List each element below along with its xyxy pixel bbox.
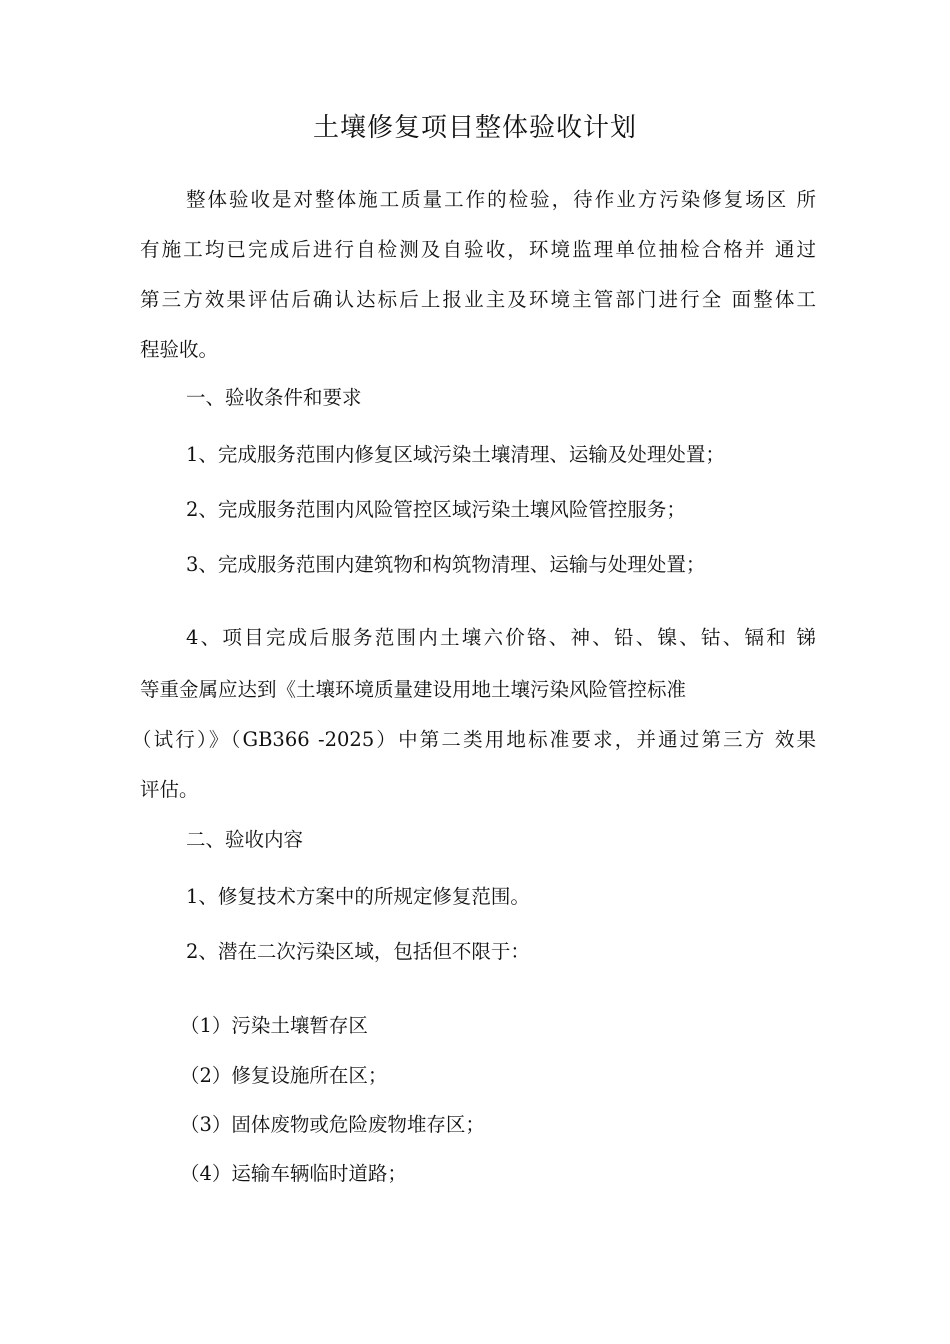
- section-2-heading: 二、验收内容: [186, 828, 304, 851]
- section-1-heading: 一、验收条件和要求: [186, 386, 362, 409]
- section-2-subitem-1: （1）污染土壤暂存区: [180, 1014, 368, 1037]
- section-1-item-4-line-1: 4、项目完成后服务范围内土壤六价铬、神、铅、镍、钴、镉和 锑: [186, 626, 816, 649]
- intro-line-3: 第三方效果评估后确认达标后上报业主及环境主管部门进行全 面整体工: [140, 288, 816, 311]
- intro-line-2: 有施工均已完成后进行自检测及自验收，环境监理单位抽检合格并 通过: [140, 238, 816, 261]
- intro-line-4: 程验收。: [140, 338, 219, 361]
- intro-line-1: 整体验收是对整体施工质量工作的检验，待作业方污染修复场区 所: [186, 188, 816, 211]
- section-2-subitem-3: （3）固体废物或危险废物堆存区；: [180, 1113, 485, 1136]
- section-1-item-4-line-3: （试行）》（GB366 -2025）中第二类用地标准要求，并通过第三方 效果: [132, 728, 816, 751]
- section-2-subitem-2: （2）修复设施所在区；: [180, 1064, 388, 1087]
- section-1-item-4-line-2: 等重金属应达到《土壤环境质量建设用地土壤污染风险管控标准: [140, 678, 687, 701]
- section-1-item-1: 1、完成服务范围内修复区域污染土壤清理、运输及处理处置；: [186, 443, 725, 466]
- section-2-item-1: 1、修复技术方案中的所规定修复范围。: [186, 885, 530, 908]
- section-2-item-2: 2、潜在二次污染区域，包括但不限于：: [186, 940, 530, 963]
- section-2-subitem-4: （4）运输车辆临时道路；: [180, 1162, 407, 1185]
- section-1-item-3: 3、完成服务范围内建筑物和构筑物清理、运输与处理处置；: [186, 553, 706, 576]
- document-title: 土壤修复项目整体验收计划: [312, 113, 637, 143]
- section-1-item-4-line-4: 评估。: [140, 778, 199, 801]
- section-1-item-2: 2、完成服务范围内风险管控区域污染土壤风险管控服务；: [186, 498, 686, 521]
